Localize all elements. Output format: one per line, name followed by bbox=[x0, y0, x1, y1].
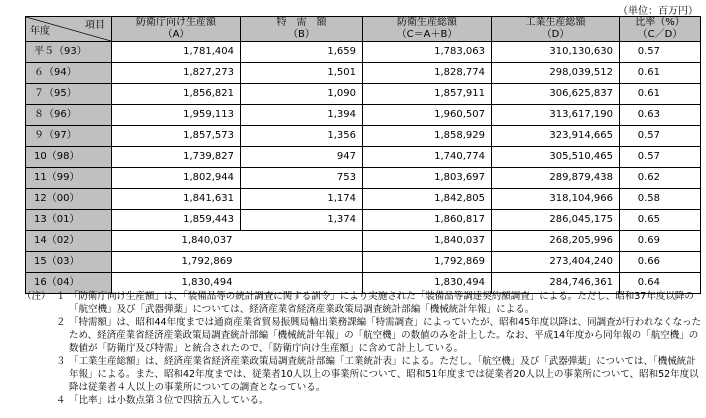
footnote-4 bbox=[22, 394, 702, 407]
value-ab-merged: 1,792,869 bbox=[112, 252, 363, 273]
header-d-line2: （D） bbox=[541, 29, 570, 40]
footnotes bbox=[22, 290, 702, 407]
value-d: 306,625,837 bbox=[492, 84, 620, 105]
year-cell: ８（96） bbox=[26, 105, 112, 126]
value-a: 1,739,827 bbox=[112, 147, 241, 168]
value-c: 1,783,063 bbox=[363, 42, 492, 63]
header-b bbox=[241, 17, 363, 42]
value-d: 318,104,966 bbox=[492, 189, 620, 210]
value-ratio: 0.58 bbox=[620, 189, 701, 210]
footnote-indent bbox=[22, 316, 56, 355]
footnote-text: 「工業生産総額」は、経済産業省経済産業政策局調査統計部編「工業統計表」による。ただし、「航空機」及び「武器弾薬」については、「機械統計年報」による。また、昭和42年度までは、従業者10人以上の事業所について、昭和51年度までは従業者20人以上の事業所について、昭和52年度以降は従業者４人以上の事業所についての調査となっている。 bbox=[69, 356, 699, 393]
table-row bbox=[26, 42, 701, 63]
value-c: 1,792,869 bbox=[363, 252, 492, 273]
value-c: 1,740,774 bbox=[363, 147, 492, 168]
value-c: 1,803,697 bbox=[363, 168, 492, 189]
unit-label: （単位：百万円） bbox=[618, 6, 698, 17]
value-c: 1,830,494 bbox=[363, 273, 492, 294]
footnote-3 bbox=[22, 355, 702, 394]
value-c: 1,860,817 bbox=[363, 210, 492, 231]
header-row bbox=[26, 17, 701, 42]
year-cell: 14（02） bbox=[26, 231, 112, 252]
value-a: 1,857,573 bbox=[112, 126, 241, 147]
footnote-number: １ bbox=[56, 291, 66, 302]
value-d: 286,045,175 bbox=[492, 210, 620, 231]
footnote-number: ４ bbox=[56, 395, 66, 406]
header-b-line1: 特 需 額 bbox=[276, 17, 327, 28]
value-ratio: 0.61 bbox=[620, 84, 701, 105]
year-cell: 11（99） bbox=[26, 168, 112, 189]
value-ratio: 0.57 bbox=[620, 42, 701, 63]
header-c-line2: （C＝A＋B） bbox=[396, 29, 458, 40]
footnote-2 bbox=[22, 316, 702, 355]
value-a: 1,802,944 bbox=[112, 168, 241, 189]
value-d: 284,746,361 bbox=[492, 273, 620, 294]
year-cell: ９（97） bbox=[26, 126, 112, 147]
value-c: 1,828,774 bbox=[363, 63, 492, 84]
year-cell: ７（95） bbox=[26, 84, 112, 105]
year-cell: 12（00） bbox=[26, 189, 112, 210]
value-b: 1,501 bbox=[241, 63, 363, 84]
table-row bbox=[26, 63, 701, 84]
footnote-text: 「防衛庁向け生産額」は、「装備品等の統計調査に関する訓令」により実施された「装備品等調達契約額調査」による。ただし、昭和37年度以降の「航空機」及び「武器弾薬」については、経済産業省経済産業政策局調査統計部編「機械統計年報」による。 bbox=[69, 291, 694, 315]
value-b: 1,356 bbox=[241, 126, 363, 147]
value-b: 1,090 bbox=[241, 84, 363, 105]
corner-top-label: 項目 bbox=[85, 20, 105, 31]
table-row-merged bbox=[26, 252, 701, 273]
corner-header bbox=[26, 17, 112, 42]
header-ratio-line1: 比率（%） bbox=[635, 17, 685, 28]
value-a: 1,859,443 bbox=[112, 210, 241, 231]
header-c-line1: 防衛生産総額 bbox=[397, 17, 457, 28]
year-cell: 16（04） bbox=[26, 273, 112, 294]
value-d: 273,404,240 bbox=[492, 252, 620, 273]
value-a: 1,781,404 bbox=[112, 42, 241, 63]
value-ratio: 0.65 bbox=[620, 210, 701, 231]
value-ratio: 0.63 bbox=[620, 105, 701, 126]
value-d: 298,039,512 bbox=[492, 63, 620, 84]
header-d bbox=[492, 17, 620, 42]
value-c: 1,858,929 bbox=[363, 126, 492, 147]
corner-bottom-label: 年度 bbox=[30, 26, 50, 37]
value-d: 310,130,630 bbox=[492, 42, 620, 63]
value-ratio: 0.57 bbox=[620, 147, 701, 168]
value-b: 1,374 bbox=[241, 210, 363, 231]
table-row bbox=[26, 210, 701, 231]
footnote-indent bbox=[22, 394, 56, 407]
value-c: 1,960,507 bbox=[363, 105, 492, 126]
footnote-text: 「比率」は小数点第３位で四捨五入している。 bbox=[69, 395, 269, 406]
year-cell: ６（94） bbox=[26, 63, 112, 84]
value-ratio: 0.61 bbox=[620, 63, 701, 84]
value-b: 753 bbox=[241, 168, 363, 189]
value-c: 1,840,037 bbox=[363, 231, 492, 252]
value-a: 1,841,631 bbox=[112, 189, 241, 210]
value-d: 289,879,438 bbox=[492, 168, 620, 189]
value-d: 323,914,665 bbox=[492, 126, 620, 147]
value-b: 1,394 bbox=[241, 105, 363, 126]
table-row bbox=[26, 105, 701, 126]
value-c: 1,842,805 bbox=[363, 189, 492, 210]
header-a-line2: （A） bbox=[162, 29, 190, 40]
header-ratio bbox=[620, 17, 701, 42]
value-b: 1,659 bbox=[241, 42, 363, 63]
value-ratio: 0.64 bbox=[620, 273, 701, 294]
footnote-number: ３ bbox=[56, 356, 66, 367]
value-ab-merged: 1,830,494 bbox=[112, 273, 363, 294]
value-a: 1,856,821 bbox=[112, 84, 241, 105]
value-a: 1,959,113 bbox=[112, 105, 241, 126]
header-ratio-line2: （C／D） bbox=[637, 29, 683, 40]
defense-production-table bbox=[25, 16, 701, 294]
header-a-line1: 防衛庁向け生産額 bbox=[136, 17, 216, 28]
table-row-merged bbox=[26, 231, 701, 252]
year-cell: 10（98） bbox=[26, 147, 112, 168]
value-c: 1,857,911 bbox=[363, 84, 492, 105]
value-ab-merged: 1,840,037 bbox=[112, 231, 363, 252]
value-b: 1,174 bbox=[241, 189, 363, 210]
value-d: 313,617,190 bbox=[492, 105, 620, 126]
footnote-text: 「特需額」は、昭和44年度までは通商産業省貿易振興局輸出業務課編「特需調査」によっていたが、昭和45年度以降は、同調査が行われなくなったため、経済産業省経済産業政策局調査統計部編「機械統計年報」の「航空機」の数値のみを計上した。なお、平成14年度から同年報の「航空機」の数値が「防衛庁及び特需」と統合されたので、「防衛庁向け生産額」に含めて計上している。 bbox=[69, 317, 702, 354]
table-row bbox=[26, 168, 701, 189]
year-cell: 平５（93） bbox=[26, 42, 112, 63]
value-d: 268,205,996 bbox=[492, 231, 620, 252]
footnote-mark: （注） bbox=[22, 291, 51, 302]
header-a bbox=[112, 17, 241, 42]
footnote-number: ２ bbox=[56, 317, 66, 328]
table-row bbox=[26, 147, 701, 168]
header-c bbox=[363, 17, 492, 42]
year-cell: 15（03） bbox=[26, 252, 112, 273]
value-b: 947 bbox=[241, 147, 363, 168]
value-ratio: 0.62 bbox=[620, 168, 701, 189]
year-cell: 13（01） bbox=[26, 210, 112, 231]
table-row bbox=[26, 126, 701, 147]
header-d-line1: 工業生産総額 bbox=[525, 17, 586, 28]
value-d: 305,510,465 bbox=[492, 147, 620, 168]
table-row bbox=[26, 84, 701, 105]
value-ratio: 0.69 bbox=[620, 231, 701, 252]
value-ratio: 0.66 bbox=[620, 252, 701, 273]
value-ratio: 0.57 bbox=[620, 126, 701, 147]
footnote-1 bbox=[22, 290, 702, 316]
value-a: 1,827,273 bbox=[112, 63, 241, 84]
table-row bbox=[26, 189, 701, 210]
footnote-indent bbox=[22, 355, 56, 394]
header-b-line2: （B） bbox=[288, 29, 315, 40]
